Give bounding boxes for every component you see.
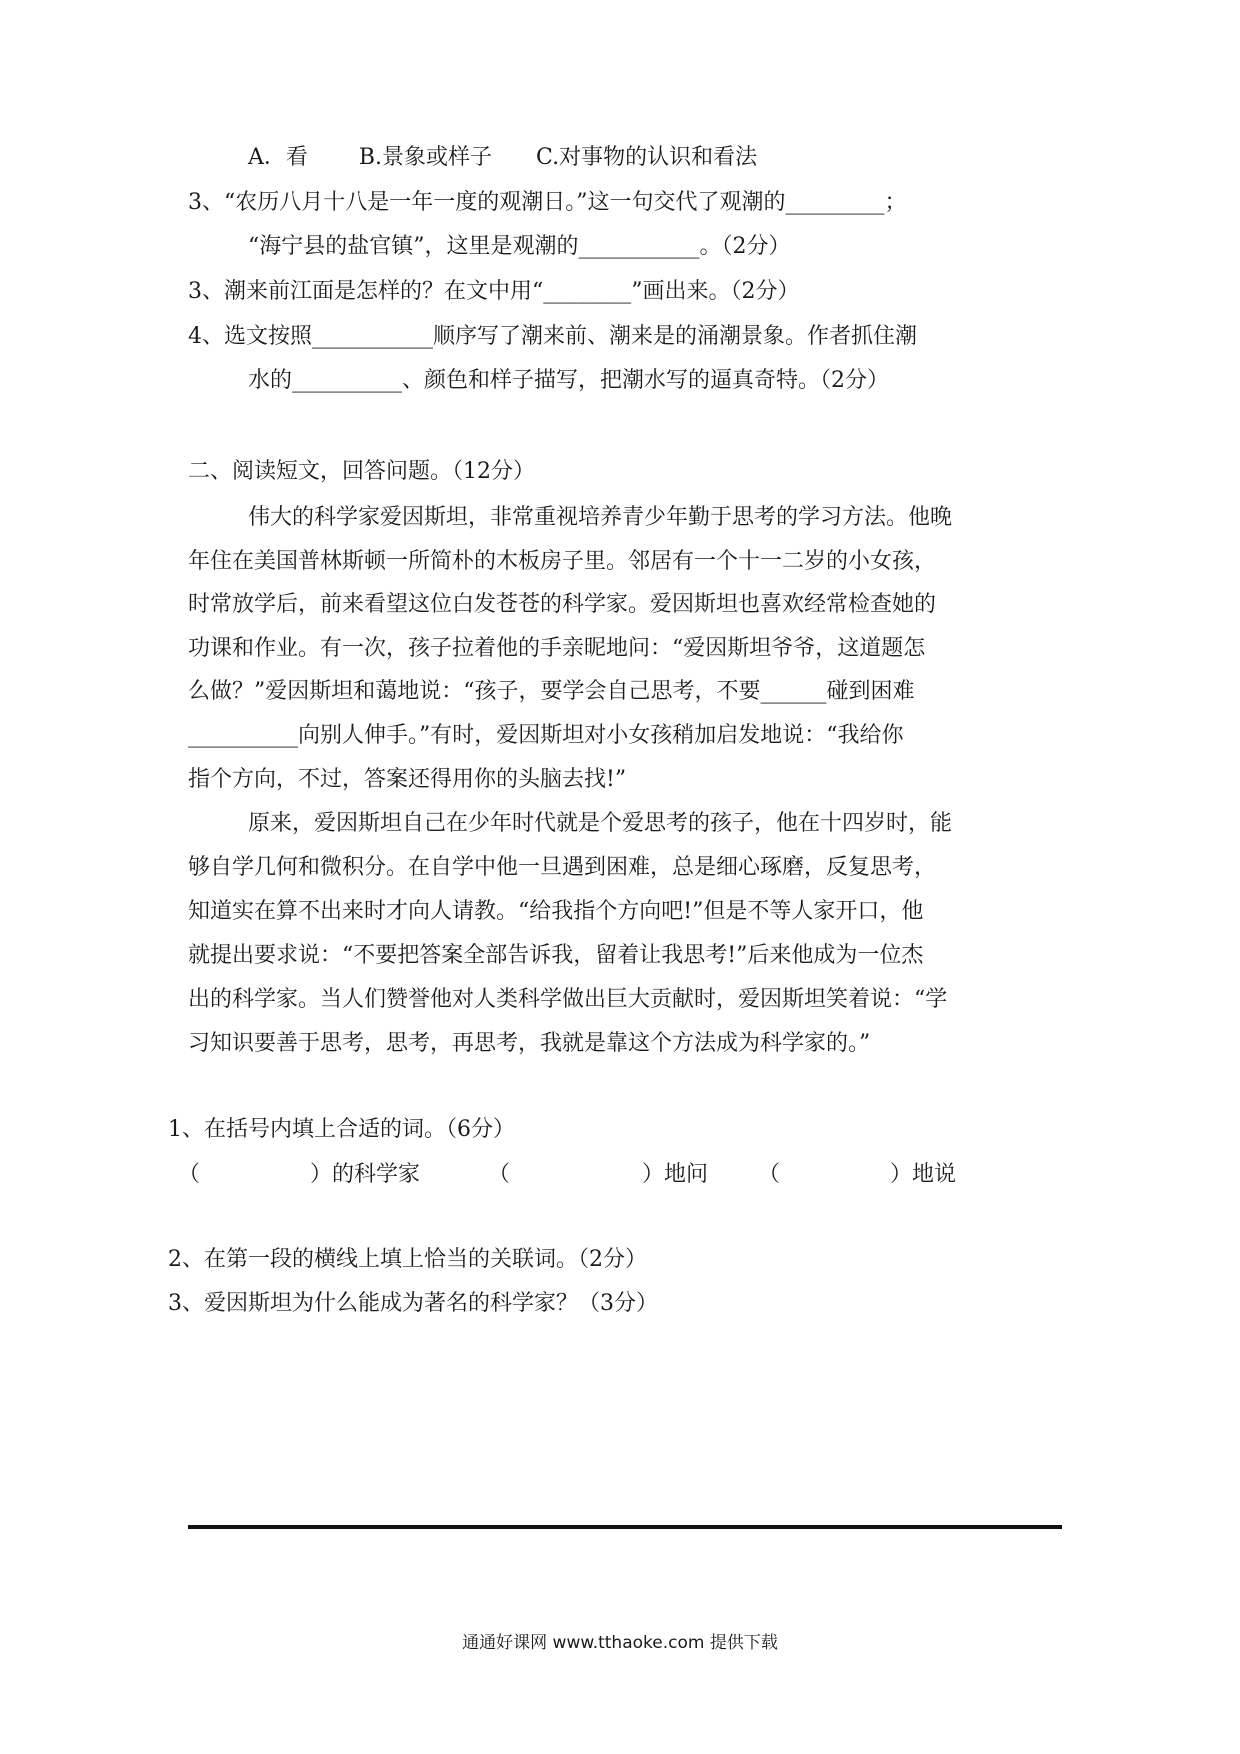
fill-blank-2: （ ）地问 [488,1162,709,1187]
passage-line: 习知识要善于思考，思考，再思考，我就是靠这个方法成为科学家的。” [188,1031,871,1056]
question-3a-line2: “海宁县的盐官镇”，这里是观潮的___________。（2分） [248,234,791,259]
divider-rule [188,1525,1062,1529]
question-3b: 3、潮来前江面是怎样的？在文中用“________”画出来。（2分） [188,279,800,304]
passage-line: 功课和作业。有一次，孩子拉着他的手亲昵地问：“爱因斯坦爷爷，这道题怎 [188,636,926,661]
answer-options: A．看 B.景象或样子 C.对事物的认识和看法 [248,145,758,170]
question-4-line2: 水的__________、颜色和样子描写，把潮水写的逼真奇特。（2分） [248,368,889,393]
question-2: 2、在第一段的横线上填上恰当的关联词。（2分） [168,1247,647,1272]
passage-line: 时常放学后，前来看望这位白发苍苍的科学家。爱因斯坦也喜欢经常检查她的 [188,592,937,617]
question-3: 3、爱因斯坦为什么能成为著名的科学家？（3分） [168,1291,658,1316]
passage-line: 知道实在算不出来时才向人请教。“给我指个方向吧!”但是不等人家开口，他 [188,899,924,924]
fill-blank-3: （ ）地说 [758,1162,957,1187]
passage-line: 么做？”爱因斯坦和蔼地说：“孩子，要学会自己思考，不要______碰到困难 [188,679,915,704]
question-1: 1、在括号内填上合适的词。（6分） [168,1117,515,1142]
passage-line: 出的科学家。当人们赞誉他对人类科学做出巨大贡献时，爱因斯坦笑着说：“学 [188,987,948,1012]
question-4-line1: 4、选文按照___________顺序写了潮来前、潮来是的涌潮景象。作者抓住潮 [188,324,917,349]
passage-line: 原来，爱因斯坦自己在少年时代就是个爱思考的孩子，他在十四岁时，能 [248,811,953,836]
fill-blank-1: （ ）的科学家 [178,1162,421,1187]
passage-line: __________向别人伸手。”有时，爱因斯坦对小女孩稍加启发地说：“我给你 [188,723,904,748]
section-heading: 二、阅读短文，回答问题。（12分） [188,459,535,484]
passage-line: 指个方向，不过，答案还得用你的头脑去找!” [188,767,627,792]
passage-line: 年住在美国普林斯顿一所简朴的木板房子里。邻居有一个十一二岁的小女孩， [188,549,937,574]
footer-text: 通通好课网 www.tthaoke.com 提供下载 [462,1633,778,1653]
passage-line: 就提出要求说：“不要把答案全部告诉我，留着让我思考!”后来他成为一位杰 [188,943,924,968]
passage-line: 够自学几何和微积分。在自学中他一旦遇到困难，总是细心琢磨，反复思考， [188,855,937,880]
passage-line: 伟大的科学家爱因斯坦，非常重视培养青少年勤于思考的学习方法。他晚 [248,505,953,530]
question-3a-line1: 3、“农历八月十八是一年一度的观潮日。”这一句交代了观潮的_________； [188,190,907,215]
